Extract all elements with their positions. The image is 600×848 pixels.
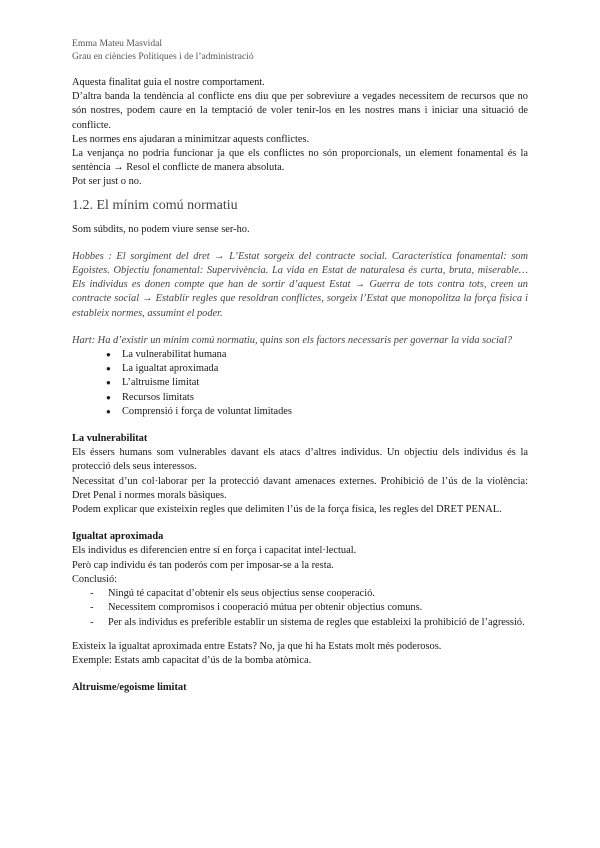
conclusions-list (72, 587, 528, 630)
intro-paragraph: Pot ser just o no. (72, 176, 142, 188)
body-paragraph: Els individus es diferencien entre sí en força i capacitat intel·lectual. (72, 545, 357, 557)
intro-paragraph: Les normes ens ajudaran a minimitzar aquests conflictes. (72, 133, 310, 145)
subheading-igualtat: Igualtat aproximada (72, 531, 164, 543)
list-item: ● Recursos limitats (106, 391, 528, 405)
subheading-altruisme: Altruisme/egoisme limitat (72, 682, 187, 694)
list-item: - Necessitem compromisos i cooperació mútua per obtenir objectius comuns. (90, 601, 528, 615)
body-paragraph: Els éssers humans som vulnerables davant els atacs d’altres individus. Un objectiu dels individus és la protecció dels seus interessos. (72, 447, 528, 473)
list-item: ● Comprensió i força de voluntat limitades (106, 405, 528, 419)
document-body (72, 76, 528, 695)
body-paragraph: Conclusió: (72, 573, 118, 585)
body-paragraph: Però cap individu és tan poderós com per imposar-se a la resta. (72, 559, 334, 571)
intro-paragraph: Aquesta finalitat guia el nostre comportament. (72, 77, 265, 88)
factors-list (72, 348, 528, 419)
subheading-vulnerabilitat: La vulnerabilitat (72, 433, 148, 445)
body-paragraph: Exemple: Estats amb capacitat d’ús de la bomba atòmica. (72, 654, 312, 666)
list-item: - Ningú té capacitat d’obtenir els seus objectius sense cooperació. (90, 587, 528, 601)
list-item: ● L’altruisme limitat (106, 376, 528, 390)
page-header (72, 38, 254, 63)
hobbes-paragraph: Hobbes : El sorgiment del dret → L’Estat sorgeix del contracte social. Característica fonamental: som Egoistes. Objectiu fonamental: Supervivència. La vida en Estat de naturalesa és curta, bruta, miserable… Els individus es donen compte que han de sortir d’aquest Estat → Guerra de tots contra tots, creen un contracte social → Establir regles que resoldran conflictes, sorgeix l’Estat que monopolitza la força física i estableix normes, assumint el poder. (72, 250, 528, 319)
degree-name: Grau en ciències Polítiques i de l’administració (72, 50, 254, 62)
body-paragraph: Existeix la igualtat aproximada entre Estats? No, ja que hi ha Estats molt més poderosos. (72, 640, 442, 652)
author-name: Emma Mateu Masvidal (72, 38, 163, 49)
intro-paragraph: La venjança no podria funcionar ja que els conflictes no són proporcionals, un element fonamental és la sentència → Resol el conflicte de manera absoluta. (72, 148, 528, 174)
list-item: ● La vulnerabilitat humana (106, 348, 528, 362)
list-item: ● La igualtat aproximada (106, 362, 528, 376)
intro-paragraph: D’altra banda la tendència al conflicte ens diu que per sobreviure a vegades necessitem de recursos que no són nostres, podem caure en la temptació de voler tenir-los en les nostres mans i iniciar una situació de conflicte. (72, 91, 528, 131)
hart-paragraph: Hart: Ha d’existir un mínim comú normatiu, quins son els factors necessaris per governar la vida social? (72, 334, 513, 346)
section-lead: Som súbdits, no podem viure sense ser-ho. (72, 223, 250, 235)
body-paragraph: Podem explicar que existeixin regles que delimiten l’ús de la força física, les regles del DRET PENAL. (72, 504, 502, 516)
section-heading: 1.2. El mínim comú normatiu (72, 197, 238, 213)
body-paragraph: Necessitat d’un col·laborar per la protecció davant amenaces externes. Prohibició de l’ús de la violència: Dret Penal i normes morals bàsiques. (72, 475, 528, 501)
list-item: - Per als individus es preferible establir un sistema de regles que estableixi la prohibició de l’agressió. (90, 616, 528, 630)
